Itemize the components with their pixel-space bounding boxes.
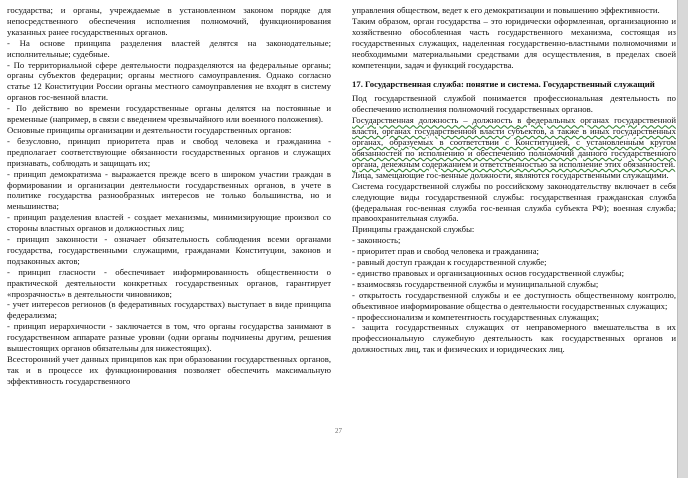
paragraph: Система государственной службы по российскому законодательству включает в себя следующие виды государственной службы: государственная гражданская служба (федеральная гос-венная служба гос-венная служба субъекта РФ); военная служба; правоохранительная служба. <box>352 180 676 224</box>
list-item: - единство правовых и организационных основ государственной службы; <box>352 267 624 278</box>
paragraph: - принцип разделения властей - создает механизмы, минимизирующие произвол со стороны властных органов и должностных лиц; <box>7 212 331 234</box>
paragraph: Под государственной службой понимается профессиональная деятельность по обеспечению исполнения полномочий государственных органов. <box>352 93 676 115</box>
paragraph: - По территориальной сфере деятельности подразделяются на федеральные органы; органы субъектов федерации; органы местного самоуправления. Однако согласно статье 12 Конституции России органы местного самоуправления не входят в систему органов гос-венной власти. <box>7 59 331 103</box>
paragraph: государства; и органы, учреждаемые в установленном законом порядке для непосредственного обеспечения исполнения полномочий, функционирования указанных ранее государственных органов. <box>7 5 331 37</box>
paragraph: Лица, замещающие гос-венные должности, являются государственными служащими. <box>352 169 669 180</box>
paragraph: Основные принципы организации и деятельности государственных органов: <box>7 124 292 135</box>
paragraph: - принцип гласности - обеспечивает информированность общественности о практической деятельности конкретных государственных органов, гарантирует «прозрачность» в деятельности чиновников; <box>7 266 331 299</box>
list-item: - защита государственных служащих от неправомерного вмешательства в их профессиональную служебную деятельность как государственных органов и должностных лиц, так и физических и юридических лиц. <box>352 322 676 355</box>
paragraph: - принцип иерархичности - заключается в том, что органы государства занимают в государственном аппарате разные уровни (одни органы подчинены другим, решения вышестоящих органов обязательны для нижестоящих). <box>7 321 331 354</box>
list-item: - равный доступ граждан к государственной службе; <box>352 257 547 268</box>
paragraph: Всесторонний учет данных принципов как при образовании государственных органов, так и в процессе их функционирования позволяет обеспечить максимальную эффективность государственного <box>7 354 331 386</box>
paragraph: - принцип законности - означает обязательность соблюдения всеми органами государства, государственными служащими, гражданами Конституции, законов и подзаконных актов; <box>7 234 331 266</box>
list-item: - взаимосвязь государственной службы и муниципальной службы; <box>352 278 599 289</box>
list-item: - приоритет прав и свобод человека и гражданина; <box>352 246 539 257</box>
list-item: - профессионализм и компетентность государственных служащих; <box>352 311 599 322</box>
paragraph: Таким образом, орган государства – это юридически оформленная, организационно и хозяйственно обособленная часть государственного механизма, состоящая из государственных служащих, наделенная государственно-властными полномочиями и необходимыми материальными средствами для осуществления, в пределах своей компетенции, задач и функций государства. <box>352 15 676 70</box>
paragraph: Принципы гражданской службы: <box>352 224 475 235</box>
paragraph: - принцип демократизма - выражается прежде всего в широком участии граждан в формировании и организации деятельности государственных органов, в учете в политике государства разнообразных интересов не только большинства, но и меньшинства; <box>7 168 331 212</box>
left-column <box>7 5 331 387</box>
right-column <box>352 5 676 355</box>
section-heading: 17. Государственная служба: понятие и система. Государственный служащий <box>352 79 655 90</box>
vertical-scrollbar[interactable] <box>677 0 688 478</box>
paragraph: управления обществом, ведет к его демократизации и повышению эффективности. <box>352 5 660 15</box>
paragraph-spellcheck-underlined: Государственная должность – должность в федеральных органах государственной власти, органах государственной власти субъектов, а также в иных государственных органах, образуемых в соответствии с Конституцией, с установленным кругом обязанностей по исполнению и обеспечению полномочий данного государственного органа, денежным содержанием и ответственностью за исполнение этих обязанностей. <box>352 115 676 169</box>
paragraph: - безусловно, принцип приоритета прав и свобод человека и гражданина - предполагает соответствующие обязанности государственных органов и служащих признавать, соблюдать и защищать их; <box>7 135 331 168</box>
list-item: - законность; <box>352 235 401 246</box>
list-item: - открытость государственной службы и ее доступность общественному контролю, объективное информирование общества о деятельности государственных служащих; <box>352 289 676 311</box>
paragraph: - учет интересов регионов (в федеративных государствах) выступает в виде принципа федерализма; <box>7 299 331 321</box>
paragraph: - По действию во времени государственные органы делятся на постоянные и временные (например, в связи с введением чрезвычайного или военного положения). <box>7 103 331 125</box>
page-number: 27 <box>335 427 342 435</box>
paragraph: - На основе принципа разделения властей делятся на законодательные; исполнительные; судебные. <box>7 37 331 59</box>
